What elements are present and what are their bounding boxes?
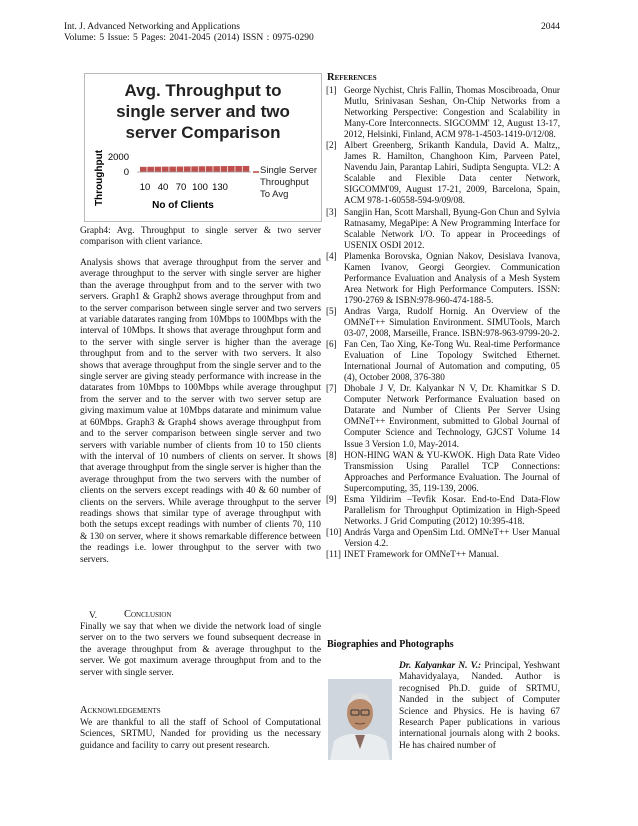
reference-number: [9]: [326, 493, 337, 504]
reference-text: George Nychist, Chris Fallin, Thomas Moscibroada, Onur Mutlu, Srinivasan Seshan, On-Chip Networks from a Networking Perspective: Congestion and Scalability in Many-Core Interconnects. SIGCOMM' 12, August 13-17, 2012, Helsinki, Finland, ACM 978-1-4503-1419-0/12/08.: [344, 85, 560, 140]
chart-bar: [184, 166, 191, 172]
reference-text: Esma Yildirim –Tevfik Kosar. End-to-End Data-Flow Parallelism for Throughput Optimization in High-Speed Networks. J Grid Computing (2012) 10:395-418.: [344, 493, 560, 526]
reference-item: [326, 383, 560, 449]
reference-number: [10]: [326, 526, 342, 537]
x-tick-70: 70: [175, 182, 187, 193]
chart-title-line-3: server Comparison: [125, 123, 281, 142]
reference-number: [11]: [326, 548, 341, 559]
reference-number: [3]: [326, 206, 337, 217]
acknowledgements-paragraph: We are thankful to all the staff of School of Computational Sciences, SRTMU, Nanded for providing us the necessary guidance and facility to carry out present research.: [80, 718, 321, 751]
bio-heading: Biographies and Photographs: [327, 639, 454, 650]
reference-text: HON-HING WAN & YU-KWOK. High Data Rate Video Transmission Using Parallel TCP Connections: Approaches and Performance Evaluation. The Journal of Supercomputing, 35, 119-139, 2006.: [344, 449, 560, 493]
chart-bar: [213, 166, 220, 172]
conclusion-paragraph: Finally we say that when we divide the network load of single server on to the two servers we found subsequent decrease in the average throughput from & average throughput to the server. We got maximum average throughput from and to the server with single server.: [80, 622, 321, 678]
reference-list: [326, 85, 560, 560]
reference-item: [326, 306, 560, 339]
journal-name: Int. J. Advanced Networking and Applications: [64, 22, 240, 32]
reference-number: [5]: [326, 305, 337, 316]
reference-item: [326, 549, 560, 560]
x-tick-10: 10: [139, 182, 151, 193]
reference-text: Sangjin Han, Scott Marshall, Byung-Gon Chun and Sylvia Ratnasamy, MegaPipe: A New Programming Interface for Scalable Network I/O. To appear in Proceedings of USENIX OSDI 2012.: [344, 206, 560, 250]
reference-item: [326, 85, 560, 140]
y-tick-0: 0: [123, 167, 129, 178]
legend-entry: Single Server Throughput To Avg: [260, 165, 318, 200]
reference-number: [2]: [326, 140, 337, 151]
bio-name: Dr. Kalyankar N. V.:: [399, 661, 482, 671]
author-photo: [328, 679, 392, 760]
chart-title-line-1: Avg. Throughput to: [124, 81, 282, 100]
bio-description: Principal, Yeshwant Mahavidyalaya, Nanded. Author is recognised Ph.D. guide of SRTMU, Nanded in the subject of Computer Science and Physics. He is having 67 Research Paper publications in various international journals along with 2 books. He has chaired number of: [399, 661, 560, 751]
chart-bar: [243, 166, 250, 172]
reference-number: [4]: [326, 250, 337, 261]
throughput-chart: [84, 73, 322, 222]
chart-bar: [169, 167, 176, 172]
chart-bar: [177, 166, 184, 172]
chart-bar: [206, 166, 213, 172]
x-tick-100: 100: [192, 182, 208, 193]
volume-line: Volume: 5 Issue: 5 Pages: 2041-2045 (2014) ISSN : 0975-0290: [64, 33, 314, 43]
figure-caption: Graph4: Avg. Throughput to single server & two server comparison with client variance.: [80, 226, 321, 248]
conclusion-heading: Conclusion: [124, 609, 172, 620]
analysis-paragraph: Analysis shows that average throughput from the server and average throughput to the server with single server are higher than the average throughput from and to the server with two servers. Graph1 & Graph2 shows average throughput from and to the server comparison between single server and two servers at variable datarates ranging from 10Mbps to 100Mbps with the interval of 10Mbps. It shows that average throughput form and to the server with single server is higher than the average throughput from and to the server with two servers. It also shows that average throughput from the single server and to the single server are giving steady performance with increase in the datarates from 10Mbps to 100Mbps while average throughput from the server and to the server with two server setup are giving maximum value at 10Mbps datarate and minimum value at 60Mbps. Graph3 & Graph4 shows average throughput from and to the server comparison between single server and two servers with variable number of clients from 10 to 150 clients with the interval of 10 numbers of clients on server. It shows that average throughput from the single server is higher than the average throughput from the two servers with the number of clients on the servers except readings with 40 & 60 number of clients on the servers. While average throughput to the server readings shows that similar type of average throughput with both the setups except readings with number of clients 70, 110 & 130 on server, where it shows remarkable difference between the readings i.e. lower throughput to the server with two servers.: [80, 258, 321, 565]
reference-text: Plamenka Borovska, Ognian Nakov, Desislava Ivanova, Kamen Ivanov, Georgi Georgiev. Communication Performance Evaluation and Analysis of a Mesh System Area Network for High Performance Computers. ISSN: 1790-2769 & ISBN:978-960-474-188-5.: [344, 250, 560, 305]
acknowledgements-heading: Acknowledgements: [80, 705, 161, 716]
reference-text: Fan Cen, Tao Xing, Ke-Tong Wu. Real-time Performance Evaluation of Line Topology Switched Ethernet. International Journal of Automation and computing, 05 (4), October 2008, 376-380: [344, 339, 560, 383]
reference-item: [326, 251, 560, 306]
chart-bar: [140, 167, 147, 172]
chart-title-line-2: single server and two: [116, 102, 290, 121]
x-tick-40: 40: [157, 182, 169, 193]
x-axis-label: No of Clients: [152, 200, 214, 211]
references-heading: References: [327, 72, 377, 83]
chart-bar: [235, 166, 242, 172]
reference-item: [326, 527, 560, 549]
reference-text: INET Framework for OMNeT++ Manual.: [344, 548, 499, 559]
chart-bar: [221, 166, 228, 172]
chart-bar: [147, 167, 154, 172]
x-tick-130: 130: [212, 182, 228, 193]
reference-number: [6]: [326, 339, 337, 350]
reference-item: [326, 494, 560, 527]
reference-item: [326, 339, 560, 383]
y-tick-2000: 2000: [107, 152, 129, 163]
y-axis-label: Throughput: [94, 149, 105, 207]
reference-item: [326, 207, 560, 251]
reference-number: [7]: [326, 383, 337, 394]
chart-bar: [228, 166, 235, 172]
reference-item: [326, 140, 560, 206]
conclusion-section-number: V.: [89, 611, 98, 621]
reference-item: [326, 450, 560, 494]
reference-text: Dhobale J V, Dr. Kalyankar N V, Dr. Khamitkar S D. Computer Network Performance Evaluation based on Datarate and Number of Clients Per Server Using OMNeT++ Environment, submitted to Global Journal of Computer Science and Technology, GJCST Volume 14 Issue 3 Version 1.0, May-2014.: [344, 383, 560, 449]
reference-number: [1]: [326, 85, 337, 95]
chart-bar: [162, 167, 169, 172]
reference-text: Albert Greenberg, Srikanth Kandula, David A. Maltz,, James R. Hamilton, Changhoon Kim, Parveen Patel, Navendu Jain, Parantap Lahiri, Sudipta Sengupta. VL2: A Scalable and Flexible Data center Network, SIGCOMM'09, August 17-21, 2009, Barcelona, Spain, ACM 978-1-60558-594-9/09/08.: [344, 140, 560, 206]
reference-number: [8]: [326, 449, 337, 460]
reference-text: András Varga and OpenSim Ltd. OMNeT++ User Manual Version 4.2.: [344, 526, 560, 548]
chart-bar: [199, 166, 206, 172]
chart-bar: [155, 167, 162, 172]
reference-text: Andras Varga, Rudolf Hornig. An Overview of the OMNeT++ Simulation Environment. SIMUTools, March 03-07, 2008, Marseille, France. ISBN:978-963-9799-20-2.: [344, 305, 560, 339]
page-number: 2044: [541, 22, 560, 32]
chart-bar: [191, 166, 198, 172]
